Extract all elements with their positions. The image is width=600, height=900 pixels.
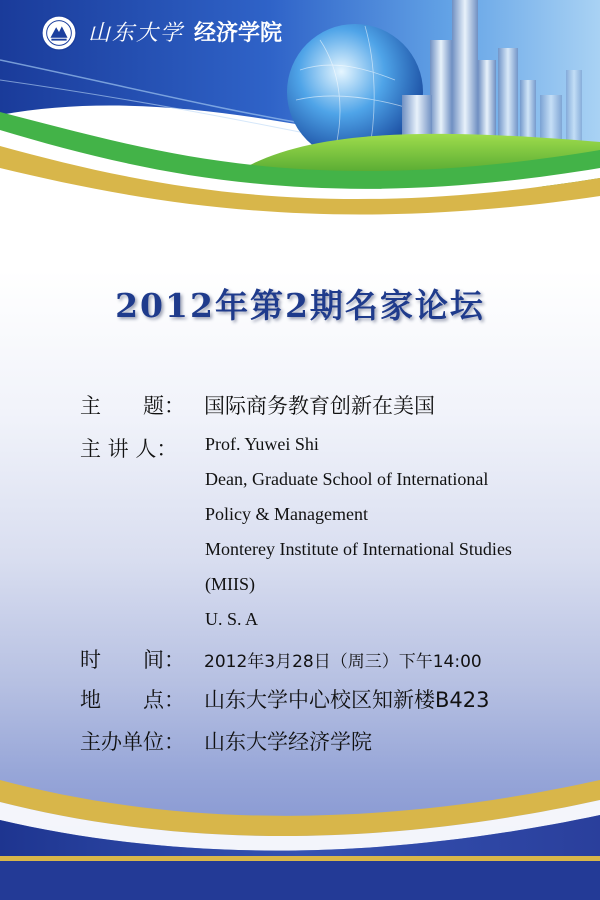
- school-dept-text: 经济学院: [194, 20, 283, 46]
- time-label: 时 间：: [80, 648, 185, 672]
- university-seal-icon: [40, 14, 78, 52]
- time-value: 2012年3月28日（周三）下午14:00: [204, 652, 482, 672]
- page-title: 2012年第2期名家论坛: [115, 286, 485, 325]
- speaker-line: U. S. A: [205, 609, 259, 629]
- speaker-line: (MIIS): [205, 574, 255, 594]
- host-label: 主办单位：: [80, 730, 185, 754]
- topic-row: [80, 390, 435, 420]
- speaker-line: Dean, Graduate School of International: [205, 469, 489, 489]
- speaker-row: [80, 433, 204, 463]
- speaker-label: 主 讲 人：: [80, 437, 178, 461]
- place-label: 地 点：: [80, 688, 185, 712]
- school-script-text: 山东大学: [88, 21, 185, 46]
- topic-value: 国际商务教育创新在美国: [204, 394, 435, 418]
- speaker-line: Prof. Yuwei Shi: [205, 434, 319, 454]
- host-row: [80, 726, 372, 756]
- school-name: [88, 16, 282, 50]
- footer-banner: [0, 760, 600, 900]
- place-value: 山东大学中心校区知新楼B423: [204, 688, 490, 712]
- speaker-line: Monterey Institute of International Studies: [205, 539, 512, 559]
- topic-label: 主 题：: [80, 394, 185, 418]
- time-row: [80, 644, 482, 674]
- speaker-line: Policy & Management: [205, 504, 368, 524]
- place-row: [80, 684, 490, 714]
- host-value: 山东大学经济学院: [204, 730, 372, 754]
